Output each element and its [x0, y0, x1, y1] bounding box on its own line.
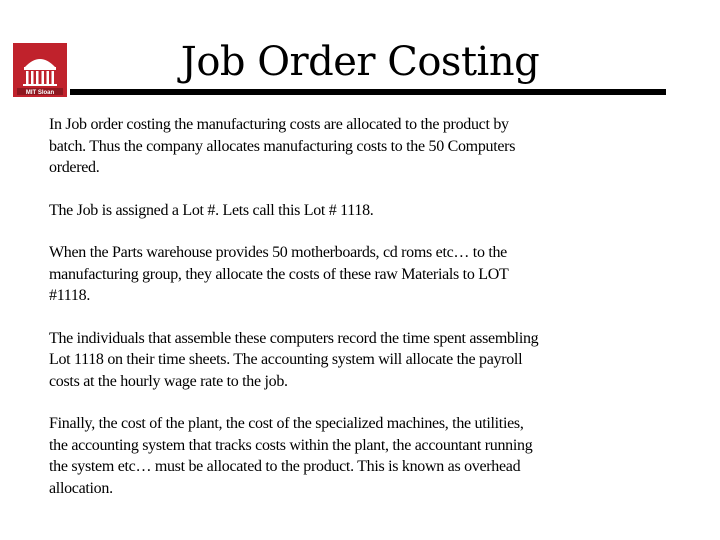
mit-sloan-logo	[13, 43, 67, 97]
title-underline	[70, 89, 666, 95]
paragraph-overhead: Finally, the cost of the plant, the cost of the specialized machines, the utilities, the accounting system that tracks costs within the plant, the accountant running the system etc… must be allocated to the product. This is known as overhead allocation.	[49, 415, 533, 497]
svg-text:MIT Sloan: MIT Sloan	[25, 90, 55, 96]
paragraph-labor: The individuals that assemble these computers record the time spent assembling Lot 1118 on their time sheets. The accounting system will allocate the payroll costs at the hourly wage rate to the job.	[49, 329, 539, 390]
dome-building-icon	[13, 43, 67, 97]
paragraph-lot-number: The Job is assigned a Lot #. Lets call this Lot # 1118.	[49, 201, 374, 219]
slide-body	[49, 114, 614, 520]
slide-title: Job Order Costing	[180, 39, 540, 85]
paragraph-raw-materials: When the Parts warehouse provides 50 motherboards, cd roms etc… to the manufacturing group, they allocate the costs of these raw Materials to LOT #1118.	[49, 244, 509, 304]
paragraph-batch-allocation: In Job order costing the manufacturing costs are allocated to the product by batch. Thus the company allocates manufacturing costs to the 50 Computers ordered.	[49, 116, 516, 176]
